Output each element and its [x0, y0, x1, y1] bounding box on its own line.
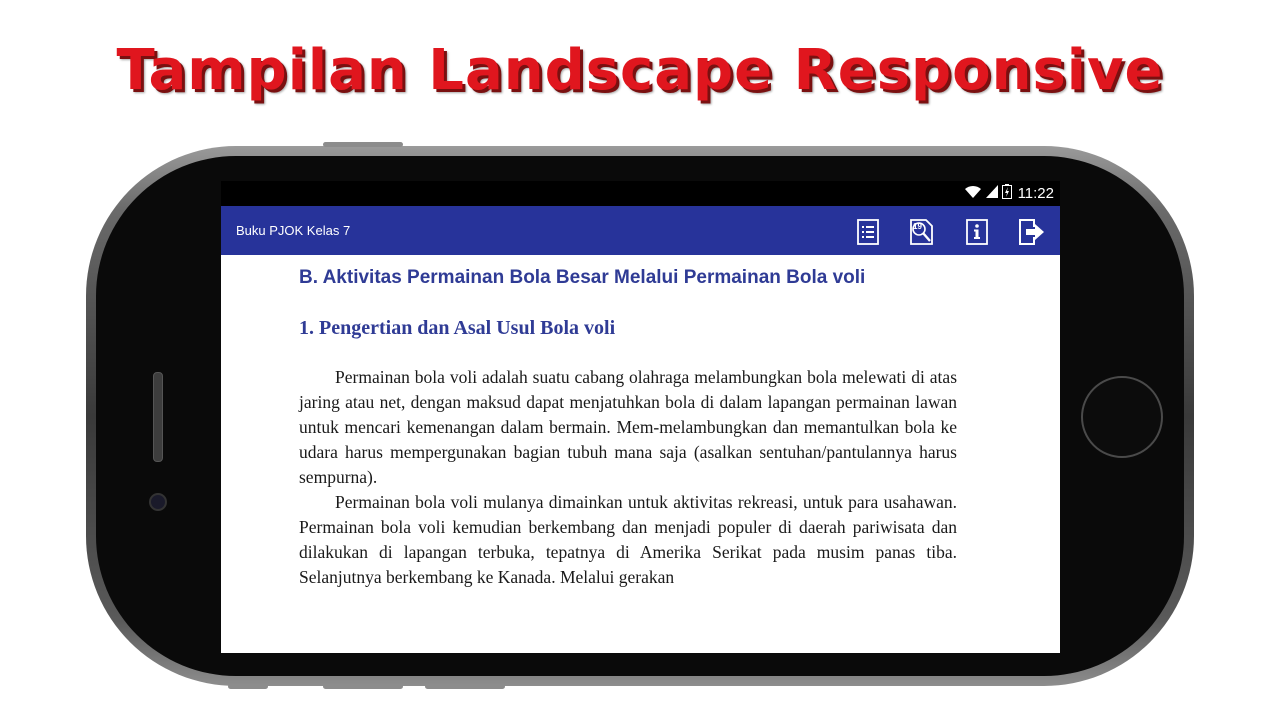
earpiece-speaker	[153, 372, 163, 462]
signal-icon	[986, 185, 998, 202]
document-page[interactable]	[221, 255, 1060, 653]
battery-icon	[1002, 184, 1012, 203]
power-button	[228, 684, 268, 689]
status-bar	[221, 181, 1060, 206]
exit-icon	[1019, 219, 1045, 245]
app-title: Buku PJOK Kelas 7	[236, 223, 351, 238]
info-icon	[966, 219, 988, 245]
body-text	[299, 365, 957, 590]
table-of-contents-button[interactable]	[855, 218, 881, 246]
device-screen	[221, 181, 1060, 653]
volume-up-button	[323, 142, 403, 147]
status-icons	[964, 184, 1054, 203]
app-bar	[221, 206, 1060, 255]
exit-button[interactable]	[1019, 218, 1045, 246]
subsection-heading: 1. Pengertian dan Asal Usul Bola voli	[299, 317, 616, 339]
banner-title: Tampilan Landscape Responsive	[116, 38, 1164, 103]
mute-switch	[425, 684, 505, 689]
paragraph: Permainan bola voli mulanya dimainkan untuk aktivitas rekreasi, untuk para usahawan. Permainan bola voli kemudian berkembang dan menjadi populer di daerah pariwisata dan dilakukan di lapangan terbuka, tepatnya di Amerika Serikat pada musim panas tiba. Selanjutnya berkembang ke Kanada. Melalui gerakan	[299, 492, 957, 587]
front-camera	[149, 493, 167, 511]
volume-down-button	[323, 684, 403, 689]
info-button[interactable]	[964, 218, 990, 246]
page-number-badge: 19	[913, 222, 922, 231]
goto-page-button[interactable]	[909, 218, 935, 246]
clock: 11:22	[1017, 185, 1054, 202]
paragraph: Permainan bola voli adalah suatu cabang olahraga melambungkan bola melewati di atas jaring atau net, dengan maksud dapat menjatuhkan bola di dalam lapangan permainan lawan untuk mencari kemenangan dalam bermain. Mem-melambungkan dan memantulkan bola ke udara harus mempergunakan bagian tubuh mana saja (asalkan sentuhan/pantulannya harus sempurna).	[299, 367, 957, 487]
home-button[interactable]	[1081, 376, 1163, 458]
section-heading: B. Aktivitas Permainan Bola Besar Melalui Permainan Bola voli	[299, 267, 866, 288]
list-icon	[857, 219, 879, 245]
wifi-icon	[964, 185, 982, 203]
